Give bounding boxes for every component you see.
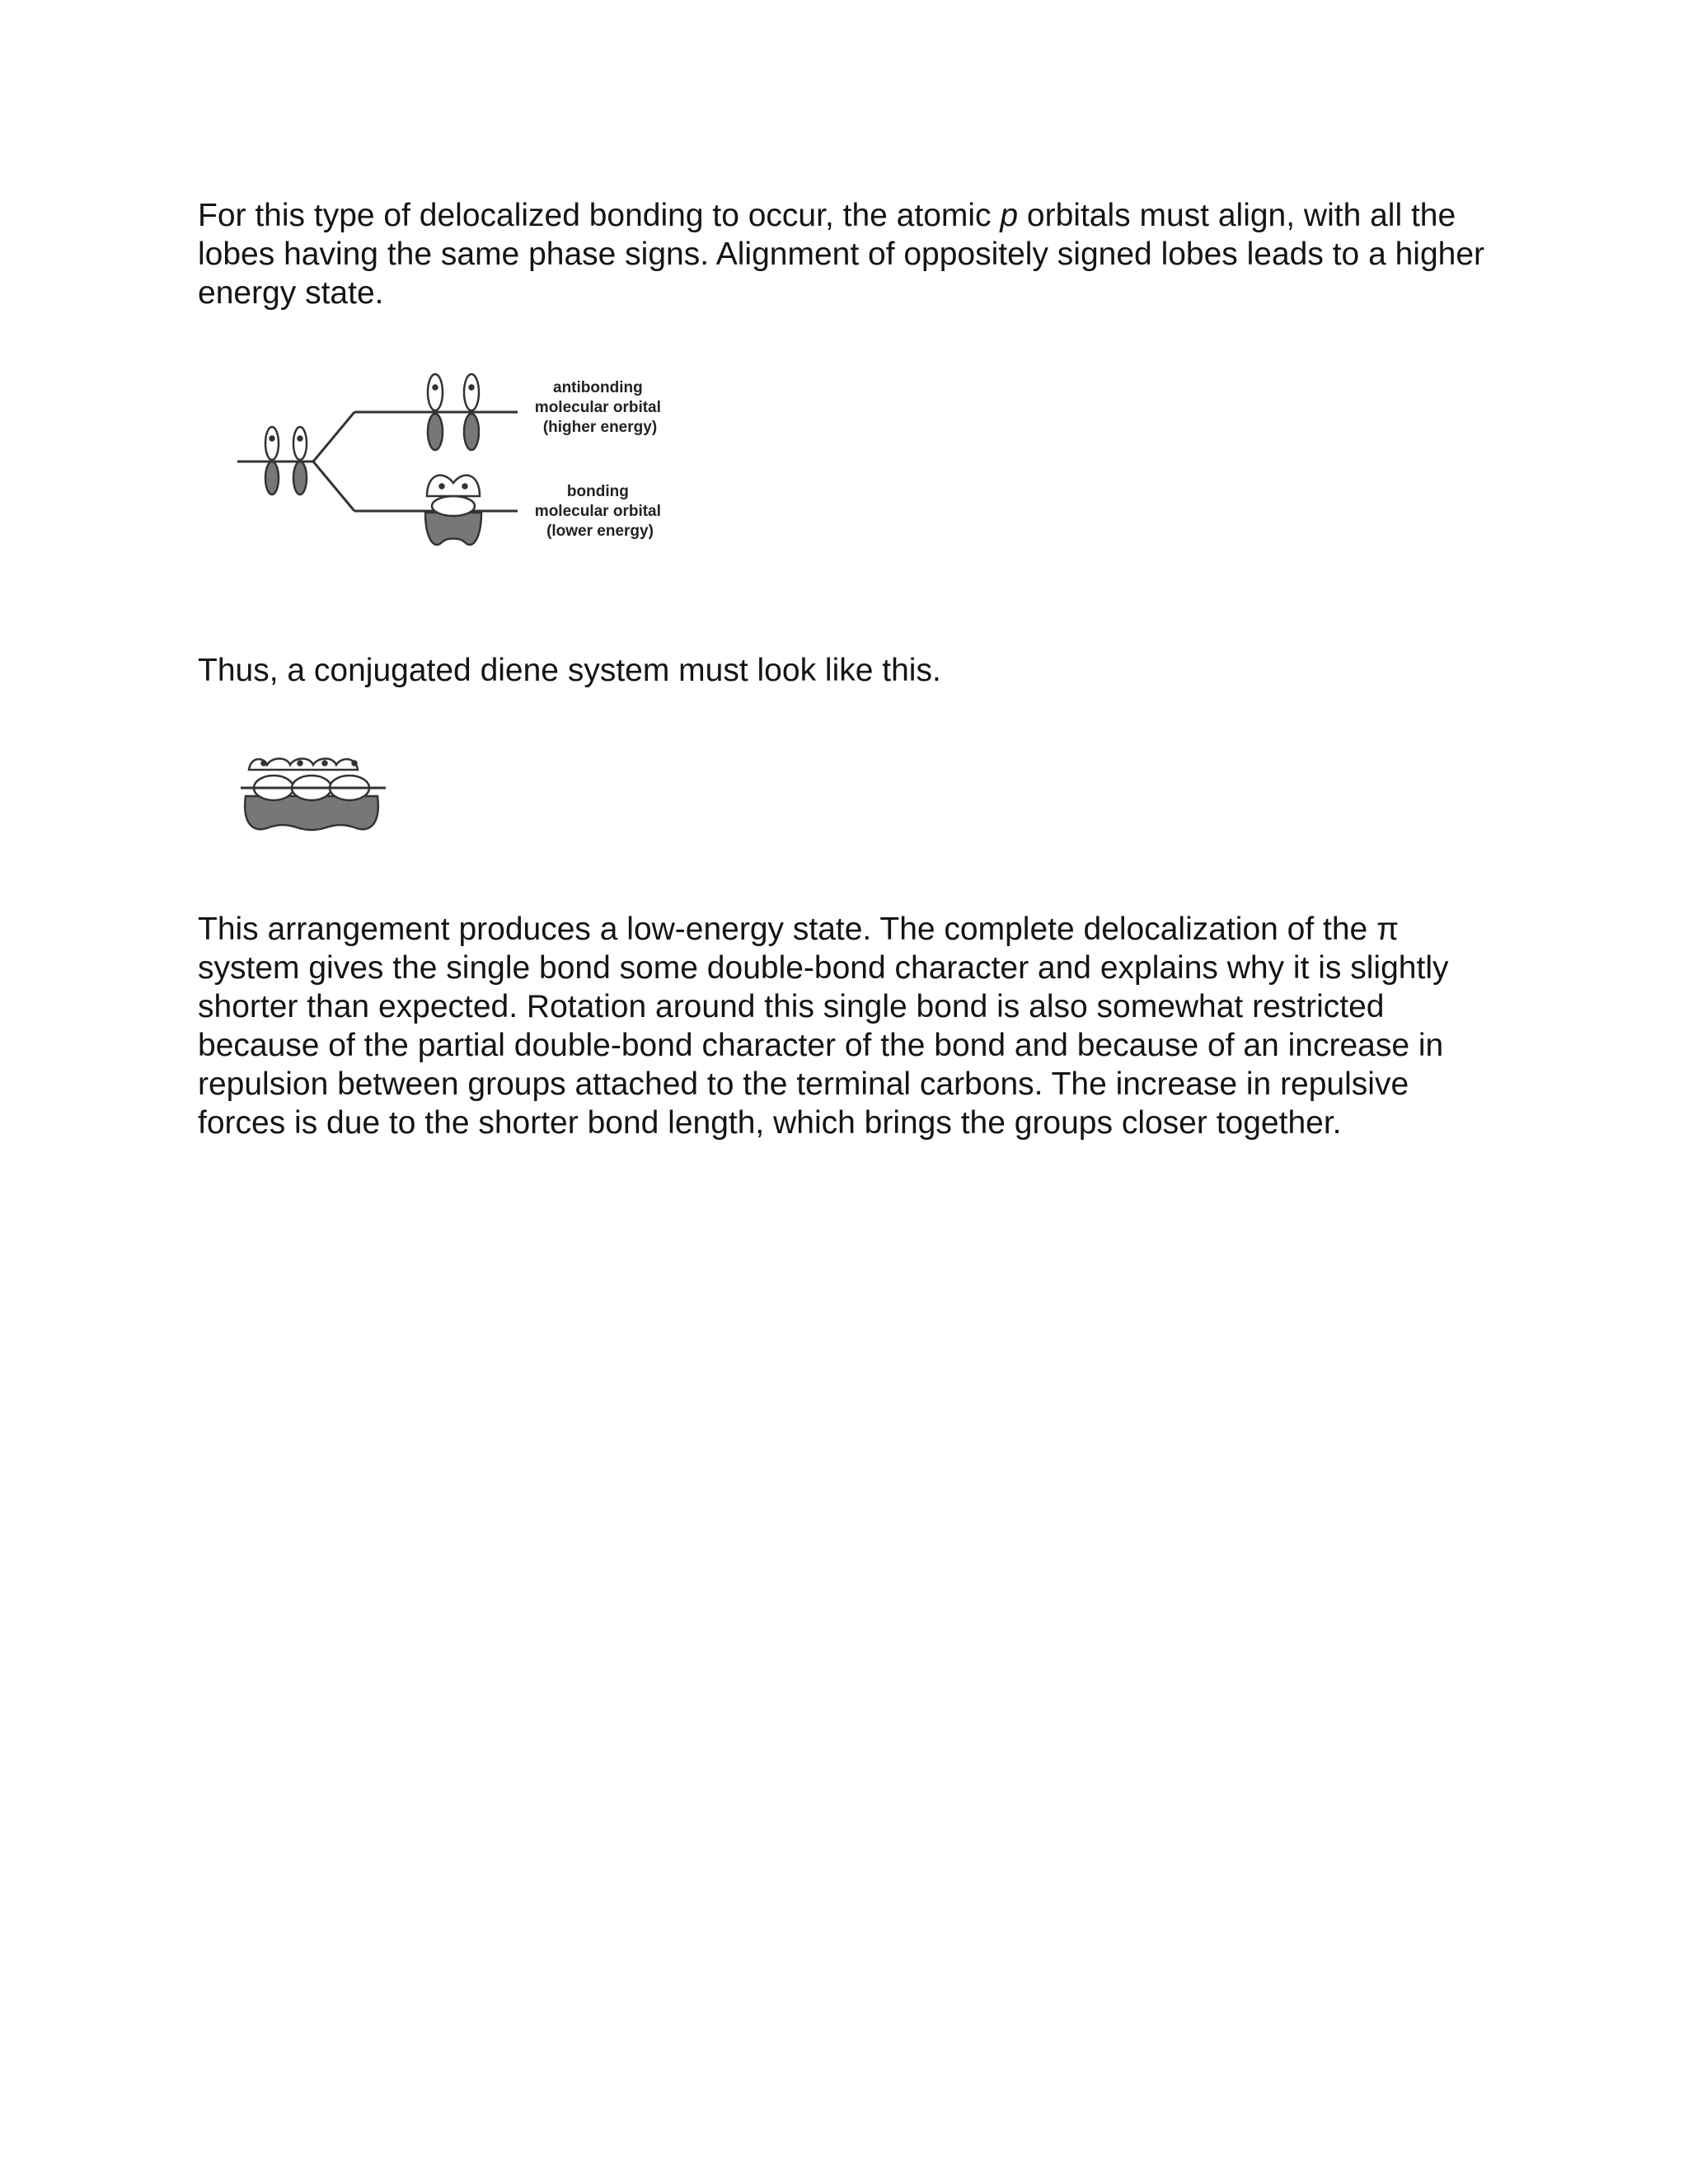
bonding-orbital-icon [425, 476, 481, 545]
paragraph-delocalized-bonding [198, 196, 1500, 312]
paragraph-text: Thus, a conjugated diene system must look like this. [198, 653, 941, 688]
label-line: molecular orbital [534, 399, 661, 416]
paragraph-text: For this type of delocalized bonding to occur, the atomic [198, 198, 1001, 233]
paragraph-text: orbitals must align, with all the lobes having the same phase signs. Alignment of oppositely signed lobes leads to a higher energy state. [198, 198, 1485, 311]
italic-p: p [1000, 198, 1019, 233]
conjugated-diene-diagram [239, 748, 387, 841]
paragraph-conjugated-diene [198, 651, 1500, 690]
split-line-down [313, 462, 354, 511]
antibonding-label [535, 379, 665, 436]
paragraph-text: This arrangement produces a low-energy state. The complete delocalization of the π system gives the single bond some double-bond character and explains why it is slightly shorter than expected. Rotation around this single bond is also somewhat restricted because of the partial double-bond character of the bond and because of an increase in repulsion between groups attached to the terminal carbons. The increase in repulsive forces is due to the shorter bond length, which brings the groups closer together. [198, 912, 1449, 1141]
label-line: bonding [566, 483, 629, 500]
label-line: molecular orbital [534, 503, 661, 520]
label-line: (lower energy) [546, 523, 654, 540]
molecular-orbital-diagram [231, 373, 692, 570]
bonding-label [535, 483, 665, 540]
paragraph-low-energy-state [198, 910, 1500, 1142]
split-line-up [313, 412, 354, 462]
label-line: antibonding [553, 379, 643, 396]
label-line: (higher energy) [542, 419, 658, 436]
